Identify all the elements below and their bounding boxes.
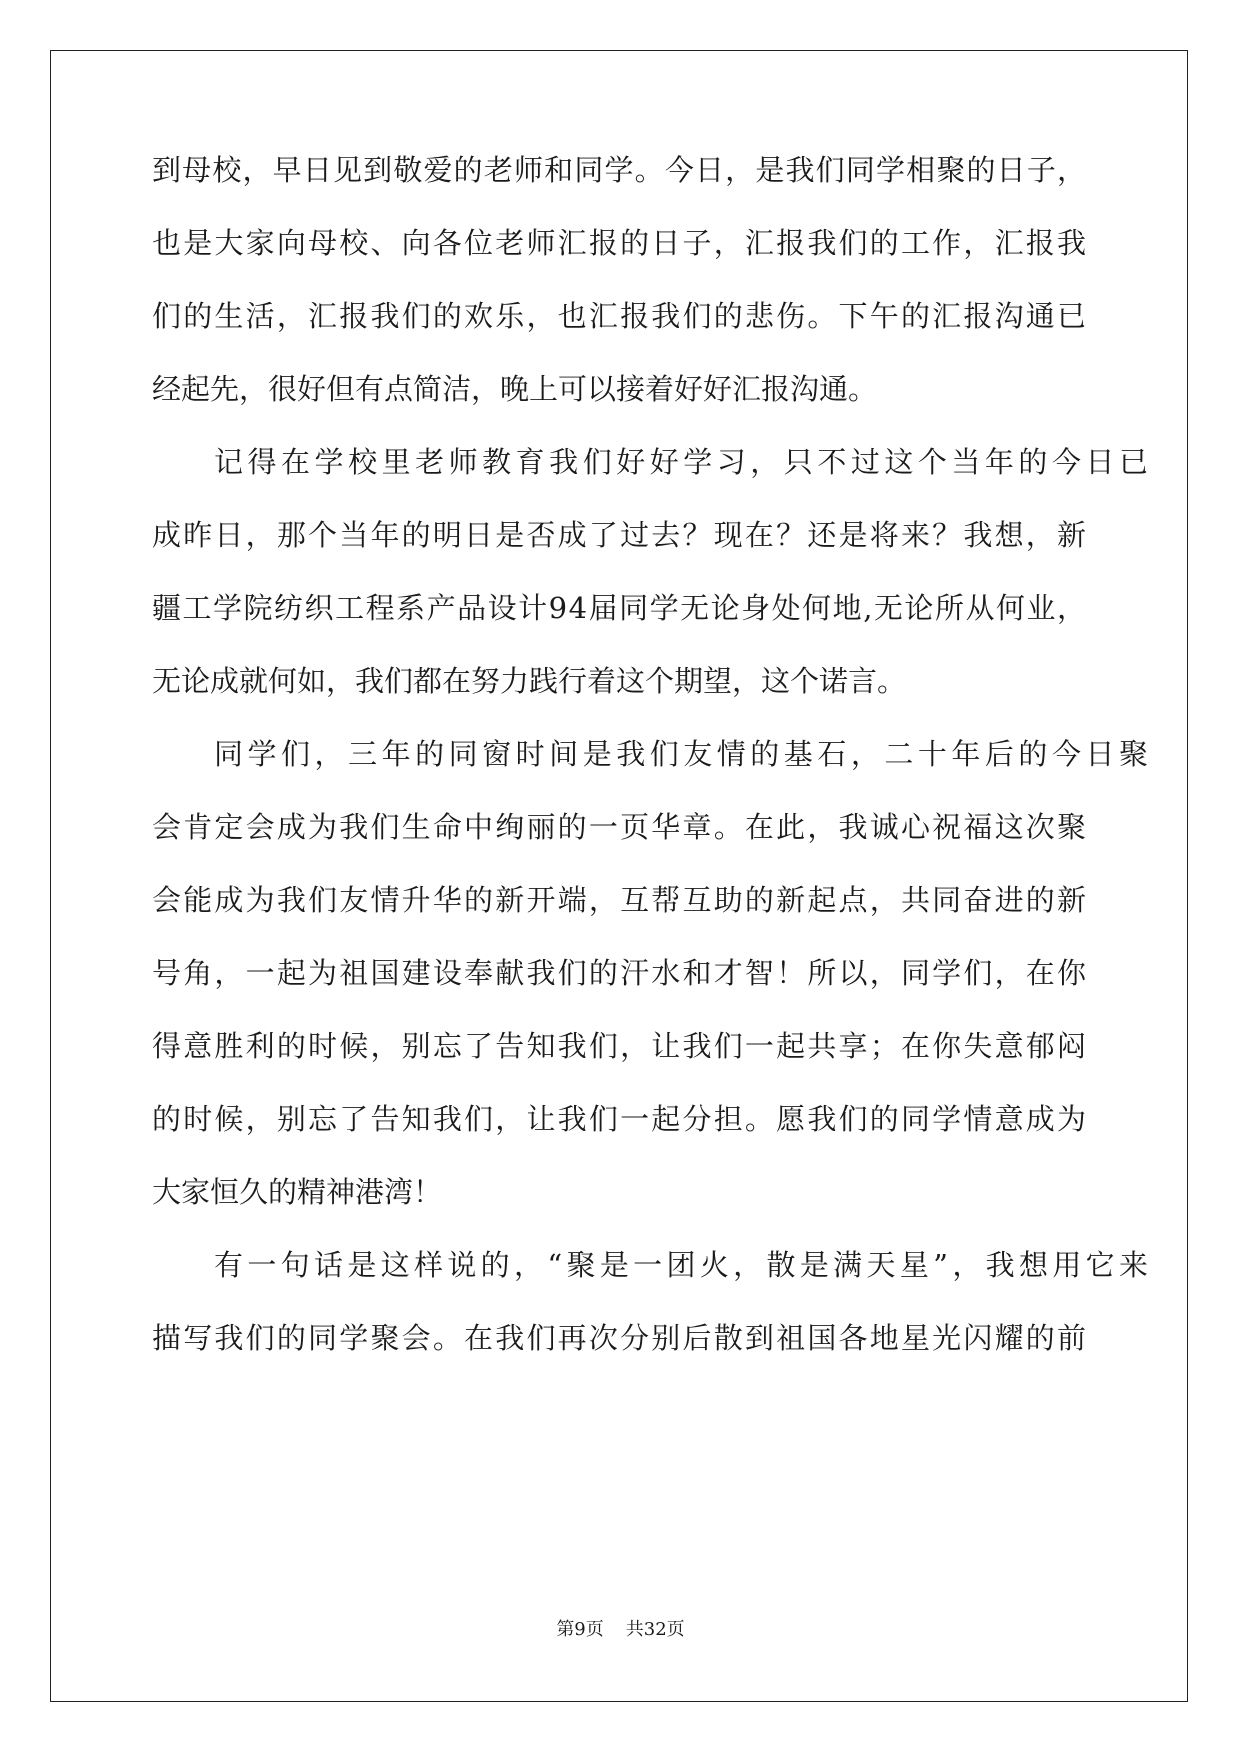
text-line: 也是大家向母校、向各位老师汇报的日子，汇报我们的工作，汇报我 <box>152 226 1089 260</box>
text-line: 无论成就何如，我们都在努力践行着这个期望，这个诺言。 <box>152 664 907 698</box>
page-total: 共32页 <box>625 1619 685 1640</box>
page-number: 第9页 <box>556 1619 604 1640</box>
text-line: 有一句话是这样说的，“聚是一团火，散是满天星”，我想用它来 <box>214 1248 1153 1282</box>
text-line: 们的生活，汇报我们的欢乐，也汇报我们的悲伤。下午的汇报沟通已 <box>152 299 1089 333</box>
text-line: 到母校，早日见到敬爱的老师和同学。今日，是我们同学相聚的日子， <box>152 153 1088 187</box>
page-footer <box>0 1618 1241 1642</box>
text-line: 号角，一起为祖国建设奉献我们的汗水和才智！所以，同学们，在你 <box>152 956 1089 990</box>
text-line: 疆工学院纺织工程系产品设计94届同学无论身处何地,无论所从何业， <box>152 591 1088 625</box>
text-line: 同学们，三年的同窗时间是我们友情的基石，二十年后的今日聚 <box>214 737 1153 771</box>
text-line: 得意胜利的时候，别忘了告知我们，让我们一起共享；在你失意郁闷 <box>152 1029 1089 1063</box>
text-line: 记得在学校里老师教育我们好好学习，只不过这个当年的今日已 <box>214 445 1153 479</box>
text-line: 会能成为我们友情升华的新开端，互帮互助的新起点，共同奋进的新 <box>152 883 1089 917</box>
text-line: 会肯定会成为我们生命中绚丽的一页华章。在此，我诚心祝福这次聚 <box>152 810 1089 844</box>
text-line: 成昨日，那个当年的明日是否成了过去？现在？还是将来？我想，新 <box>152 518 1089 552</box>
text-line: 大家恒久的精神港湾！ <box>152 1175 443 1209</box>
text-line: 的时候，别忘了告知我们，让我们一起分担。愿我们的同学情意成为 <box>152 1102 1089 1136</box>
text-line: 经起先，很好但有点简洁，晚上可以接着好好汇报沟通。 <box>152 372 878 406</box>
text-line: 描写我们的同学聚会。在我们再次分别后散到祖国各地星光闪耀的前 <box>152 1321 1089 1355</box>
